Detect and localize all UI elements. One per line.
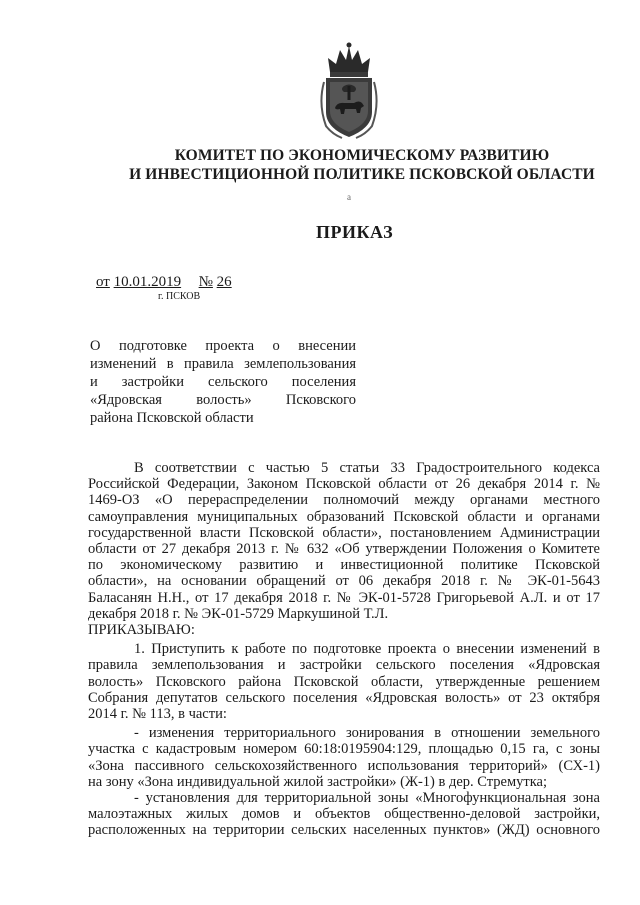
coat-of-arms-emblem xyxy=(316,42,382,140)
body-line: Собрания депутатов сельского поселения «Ядровская волость» от 23 октября xyxy=(88,689,600,706)
body-line: на зону «Зона индивидуальной жилой застройки» (Ж-1) в дер. Стремутка; xyxy=(88,773,548,790)
body-line: Российской Федерации, Законом Псковской области от 26 декабря 2014 г. № xyxy=(88,476,600,493)
body-line-order: ПРИКАЗЫВАЮ: xyxy=(88,622,195,639)
body-line: участка с кадастровым номером 60:18:0195904:129, площадью 0,15 га, с зоны xyxy=(88,741,600,758)
document-number: 26 xyxy=(216,274,232,290)
body-line: по экономическому развитию и инвестиционной политике Псковской xyxy=(88,557,600,574)
body-line: малоэтажных жилых домов и объектов общественно-деловой застройки, xyxy=(88,806,600,823)
body-line: Баласанян Н.Н., от 17 декабря 2018 г. № ЭК-01-5728 Григорьевой А.Л. и от 17 xyxy=(88,589,600,606)
body-line: 1. Приступить к работе по подготовке проекта о внесении изменений в xyxy=(134,641,600,658)
date-number-line xyxy=(96,274,232,291)
document-date: 10.01.2019 xyxy=(113,274,182,290)
scan-mark: a xyxy=(347,192,351,202)
body-line: самоуправления муниципальных образований Псковской области и органами xyxy=(88,508,600,525)
document-subject xyxy=(90,337,356,427)
organization-line-2: И ИНВЕСТИЦИОННОЙ ПОЛИТИКЕ ПСКОВСКОЙ ОБЛАСТИ xyxy=(129,166,595,183)
date-label: от xyxy=(96,274,110,290)
subject-line: О подготовке проекта о внесении xyxy=(90,338,356,354)
body-line: декабря 2018 г. № ЭК-01-5729 Маркушиной Т.Л. xyxy=(88,605,389,622)
body-line: «Зона пассивного сельскохозяйственного использования территорий» (СХ-1) xyxy=(88,757,600,774)
body-line: области», на основании обращений от 06 декабря 2018 г. № ЭК-01-5643 xyxy=(88,573,600,590)
body-line: области от 27 декабря 2013 г. № 632 «Об утверждении Положения о Комитете xyxy=(88,541,600,558)
document-type: ПРИКАЗ xyxy=(316,222,394,242)
subject-line: «Ядровская волость» Псковского xyxy=(90,392,356,408)
subject-line: района Псковской области xyxy=(90,410,254,426)
body-line: 1469-ОЗ «О перераспределении полномочий между органами местного xyxy=(88,492,600,509)
body-line: правила землепользования и застройки сельского поселения «Ядровская xyxy=(88,657,600,674)
number-label: № xyxy=(198,274,213,290)
city-label: г. ПСКОВ xyxy=(158,291,201,302)
subject-line: изменений в правила землепользования xyxy=(90,356,356,372)
body-line: расположенных на территории сельских населенных пунктов» (ЖД) основного xyxy=(88,822,600,839)
organization-name xyxy=(92,146,632,184)
subject-line: и застройки сельского поселения xyxy=(90,374,356,390)
document-body xyxy=(88,460,600,839)
body-line: В соответствии с частью 5 статьи 33 Градостроительного кодекса xyxy=(134,460,600,476)
body-line: 2014 г. № 113, в части: xyxy=(88,706,227,723)
body-line: государственной власти Псковской области», постановлением Администрации xyxy=(88,524,600,541)
organization-line-1: КОМИТЕТ ПО ЭКОНОМИЧЕСКОМУ РАЗВИТИЮ xyxy=(174,147,550,164)
body-line: - установления для территориальной зоны «Многофункциональная зона xyxy=(134,790,600,807)
body-line: волость» Псковского района Псковской области, утвержденные решением xyxy=(88,673,600,690)
body-line: - изменения территориального зонирования в отношении земельного xyxy=(134,725,600,742)
